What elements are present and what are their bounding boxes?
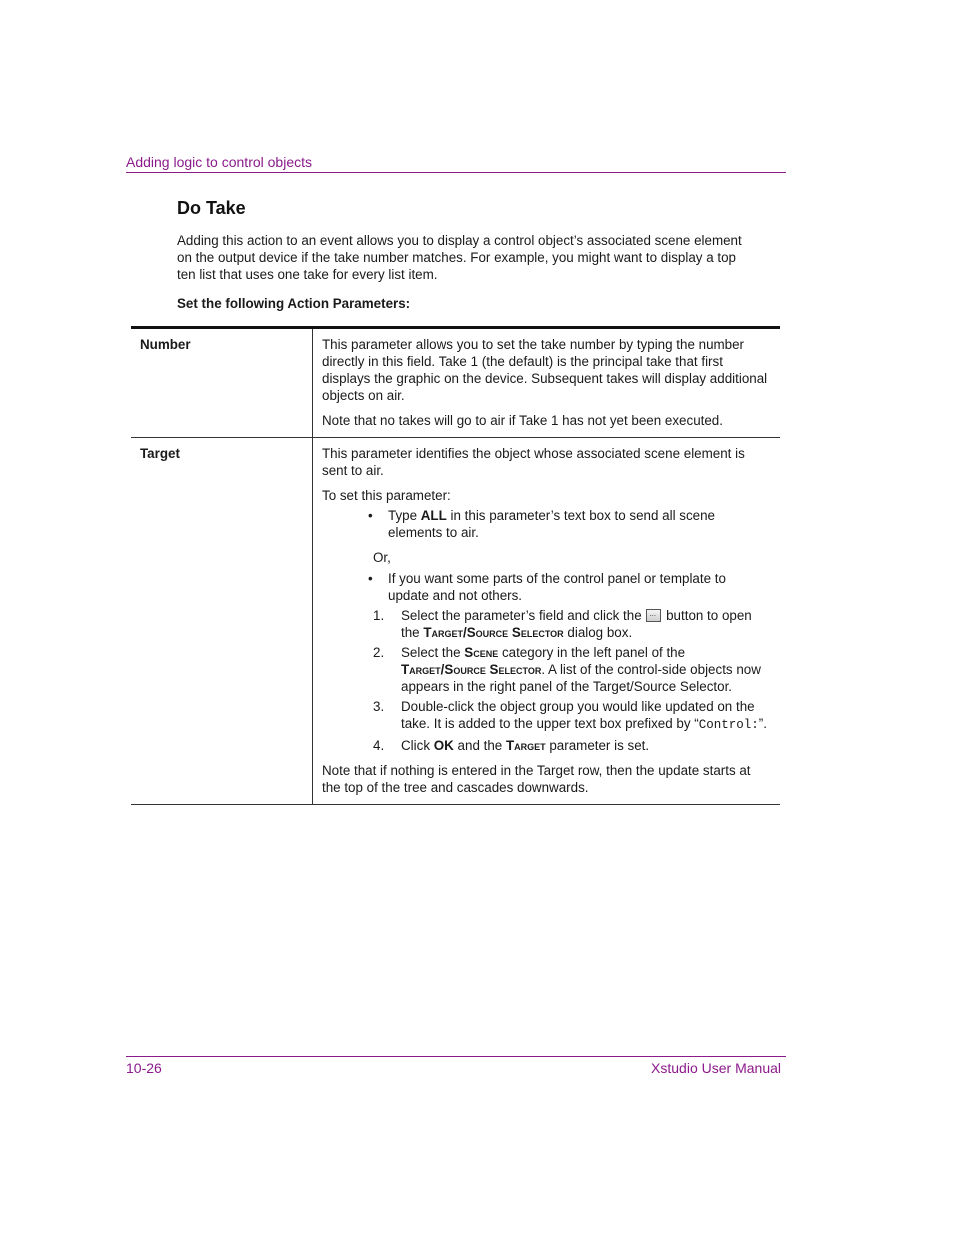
list-item: • If you want some parts of the control panel or template to update and not others. bbox=[368, 571, 726, 603]
footer-rule bbox=[126, 1056, 786, 1057]
param-desc-number bbox=[313, 328, 781, 438]
table-row bbox=[131, 438, 780, 805]
parameters-lead: Set the following Action Parameters: bbox=[177, 296, 411, 311]
or-text: Or, bbox=[373, 550, 391, 565]
description-paragraph: This parameter identifies the object whose associated scene element is sent to air. bbox=[322, 446, 745, 478]
running-head: Adding logic to control objects bbox=[126, 154, 312, 170]
step-item: 2. Select the Scene category in the left panel of the Target/Source Selector. A list of the control-side objects now appears in the right panel of the Target/Source Selector. bbox=[373, 645, 761, 694]
header-rule bbox=[126, 172, 786, 173]
manual-title: Xstudio User Manual bbox=[651, 1060, 781, 1076]
step-item: 1. Select the parameter’s field and click the ... button to open the Target/Source Selector dialog box. bbox=[373, 607, 768, 641]
step-item: 3. Double-click the object group you would like updated on the take. It is added to the upper text box prefixed by “Control:”. bbox=[373, 699, 767, 732]
param-name-number: Number bbox=[131, 328, 313, 438]
table-row bbox=[131, 328, 780, 438]
note-paragraph: Note that no takes will go to air if Take 1 has not yet been executed. bbox=[322, 413, 723, 428]
instruction-paragraph: To set this parameter: bbox=[322, 488, 451, 503]
bullet-icon: • bbox=[368, 571, 373, 586]
intro-paragraph: Adding this action to an event allows you to display a control object’s associated scene element on the output device if the take number matches. For example, you might want to display a top ten list that uses one take for every list item. bbox=[177, 233, 742, 282]
ellipsis-button-icon bbox=[646, 609, 661, 622]
note-paragraph: Note that if nothing is entered in the Target row, then the update starts at the top of the tree and cascades downwards. bbox=[322, 763, 751, 795]
param-desc-target bbox=[313, 438, 781, 805]
section-title: Do Take bbox=[177, 198, 246, 218]
step-list bbox=[322, 607, 768, 754]
step-item: 4. Click OK and the Target parameter is set. bbox=[373, 738, 650, 753]
action-parameters-table bbox=[131, 326, 780, 805]
description-paragraph: This parameter allows you to set the take number by typing the number directly in this field. Take 1 (the default) is the principal take that first displays the graphic on the device. Subsequent takes will display additional objects on air. bbox=[322, 337, 768, 403]
page-number: 10-26 bbox=[126, 1060, 162, 1076]
keyword-all: ALL bbox=[420, 508, 447, 523]
option-list-2 bbox=[322, 570, 768, 604]
option-list-1 bbox=[322, 507, 768, 541]
code-prefix: Control: bbox=[698, 718, 759, 732]
bullet-icon: • bbox=[368, 508, 373, 523]
list-item: • Type ALL in this parameter’s text box to send all scene elements to air. bbox=[368, 508, 716, 540]
param-name-target: Target bbox=[131, 438, 313, 805]
